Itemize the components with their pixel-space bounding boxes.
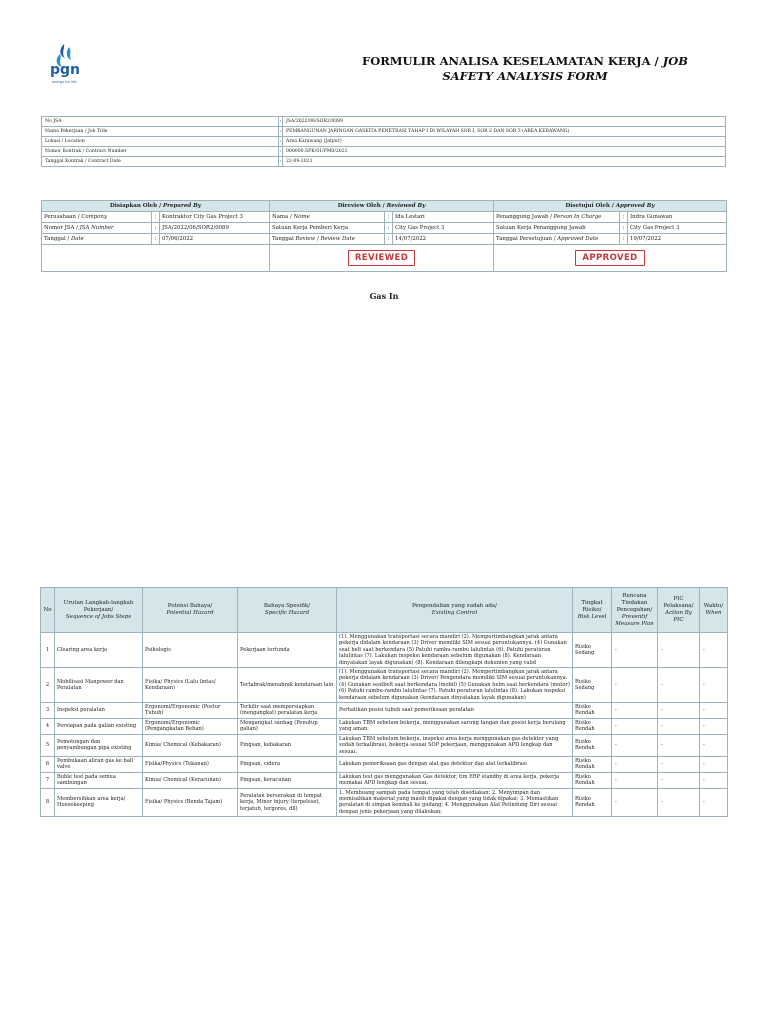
col-hazard: Potensi Bahaya/ Potential Hazard <box>143 588 238 633</box>
preventive-plan: - <box>612 703 658 719</box>
job-step: Persiapan pada galian existing <box>55 718 143 734</box>
specific-hazard: Pingsan, keracunan <box>238 772 337 788</box>
approval-row <box>42 212 727 223</box>
logo-text: pgn <box>50 62 81 78</box>
action-pic: - <box>658 668 700 703</box>
action-when: - <box>700 788 728 817</box>
specific-hazard: Mengangkat sanbag (Penutup galian) <box>238 718 337 734</box>
jsa-row <box>41 734 728 756</box>
existing-control: (1). Menggunakan transportasi secara mandiri (2). Mempertimbangkan jarak antara pekerja didalam kendaraan (3) Driver memiliki SIM sesuai peruntukannya. (4) Gunakan seat belt saat berkendara (5) Patuhi rambu-rambu lalulintas (6). Patuhi peraturan lalulintas (7). Lakukan inspeksi kendaraan sebelum digunakan (8). Kendaraan dinyatakan layak digunakan) (8). Kendaraan dilengkapi dokumen yang valid <box>337 633 573 668</box>
approved-separator: : <box>620 223 628 234</box>
action-pic: - <box>658 734 700 756</box>
specific-hazard: Pekerjaan tertunda <box>238 633 337 668</box>
form-title <box>300 54 750 84</box>
risk-level: Risiko Rendah <box>573 734 612 756</box>
row-number: 3 <box>41 703 55 719</box>
row-number: 6 <box>41 756 55 772</box>
approved-by-header: Disetujui Oleh / Approved By <box>494 201 727 212</box>
action-when: - <box>700 756 728 772</box>
approval-row <box>42 234 727 245</box>
reviewed-label: Satuan Kerja Pemberi Kerja <box>270 223 385 234</box>
col-plan: Rencana Tindakan Pencegahan/ Preventif Measure Plan <box>612 588 658 633</box>
action-when: - <box>700 703 728 719</box>
action-pic: - <box>658 703 700 719</box>
risk-level: Risiko Sedang <box>573 668 612 703</box>
approved-separator: : <box>620 212 628 223</box>
info-row <box>42 127 726 137</box>
jsa-row <box>41 668 728 703</box>
info-separator: : <box>279 117 283 127</box>
logo-tagline: energy for life <box>52 80 77 84</box>
approved-value: Indra Gunawan <box>628 212 727 223</box>
row-number: 1 <box>41 633 55 668</box>
action-when: - <box>700 718 728 734</box>
risk-level: Risiko Rendah <box>573 772 612 788</box>
approval-row <box>42 223 727 234</box>
row-number: 4 <box>41 718 55 734</box>
prepared-signature-cell <box>42 245 270 272</box>
reviewed-separator: : <box>385 212 393 223</box>
action-pic: - <box>658 772 700 788</box>
action-when: - <box>700 633 728 668</box>
preventive-plan: - <box>612 756 658 772</box>
reviewed-label: Nama / Nome <box>270 212 385 223</box>
info-label: Tanggal Kontrak / Contract Date <box>42 157 279 167</box>
preventive-plan: - <box>612 788 658 817</box>
info-label: Nomor Kontrak / Contract Number <box>42 147 279 157</box>
action-when: - <box>700 772 728 788</box>
info-label: Lokasi / Location <box>42 137 279 147</box>
risk-level: Risiko Rendah <box>573 788 612 817</box>
job-step: Pembukaan aliran gas ke ball valve <box>55 756 143 772</box>
reviewed-signature-cell <box>270 245 494 272</box>
approved-label: Satuan Kerja Penanggung Jawab <box>494 223 620 234</box>
existing-control: (1). Menggunakan transportasi secara mandiri (2). Mempertimbangkan jarak antara pekerja didalam kendaraan (3) Driver/ Pengendara memiliki SIM sesuai peruntukannya. (4) Gunakan seatbelt saat berkendara (mobil) (5) Gunakan helm saat berkendara (motor) (6) Patuhi rambu-rambu lalulintas (7). Patuhi peraturan lalulintas (8). Lakukan inspeksi kendaraan sebelum digunakan (kendaraan dinyatakan layak digunakan) <box>337 668 573 703</box>
jsa-table <box>40 587 728 817</box>
section-title: Gas In <box>369 291 399 301</box>
risk-level: Risiko Rendah <box>573 703 612 719</box>
row-number: 8 <box>41 788 55 817</box>
specific-hazard: Pingsan, kebakaran <box>238 734 337 756</box>
prepared-label: Tanggal / Date <box>42 234 152 245</box>
existing-control: 1. Membuang sampah pada tempat yang telah disediakan; 2. Menyimpan dan memisahkan material yang masih dipakai dengan yang tidak dipakai; 3. Memastikan peralatan di simpan kembali ke gudang; 4. Menggunakan Alat Pelindung Diri sesuai dengan jenis pekerjaan yang dilakukan; <box>337 788 573 817</box>
title-line1: FORMULIR ANALISA KESELAMATAN KERJA / <box>362 54 663 68</box>
title-line2: SAFETY ANALYSIS FORM <box>442 69 608 83</box>
reviewed-by-header: Direview Oleh / Reviewed By <box>270 201 494 212</box>
action-pic: - <box>658 788 700 817</box>
specific-hazard: Peralatan berserakan di tempat kerja, Minor injury (terpeleset, terjatuh, tergores, dll) <box>238 788 337 817</box>
preventive-plan: - <box>612 633 658 668</box>
specific-hazard: Pingsan, cidera <box>238 756 337 772</box>
prepared-value: JSA/2022/06/SOR2/0089 <box>160 223 270 234</box>
job-step: Buble test pada semua sambungan <box>55 772 143 788</box>
prepared-separator: : <box>152 234 160 245</box>
potential-hazard: Fisika/ Physics (Lalu lintas/ Kendaraan) <box>143 668 238 703</box>
info-label: No JSA <box>42 117 279 127</box>
info-value: Area Karawang (Jatpur) <box>283 137 726 147</box>
reviewed-value: Ida Lestari <box>393 212 494 223</box>
reviewed-stamp: REVIEWED <box>348 250 415 266</box>
approved-stamp: APPROVED <box>575 250 644 266</box>
potential-hazard: Fisika/ Physics (Benda Tajam) <box>143 788 238 817</box>
job-step: Inspeksi peralatan <box>55 703 143 719</box>
existing-control: Lakukan TBM sebelum bekerja, inspeksi area kerja menggunakan gas detektor yang sudah terkalibrasi, bekerja sesuai SOP pekerjaan, menggunakan APD lengkap dan sesuai. <box>337 734 573 756</box>
reviewed-value: 14/07/2022 <box>393 234 494 245</box>
col-no: No <box>41 588 55 633</box>
approved-value: 19/07/2022 <box>628 234 727 245</box>
potential-hazard: Ergonomi/Ergonomic (Postur Tubuh) <box>143 703 238 719</box>
pgn-logo <box>40 40 100 90</box>
approved-value: City Gas Project 3 <box>628 223 727 234</box>
existing-control: Lakukan test gas menggunakan Gas detektor, tim ERP standby di area kerja, pekerja memakai APD lengkap dan sesuai. <box>337 772 573 788</box>
prepared-label: Perusahaan / Company <box>42 212 152 223</box>
reviewed-separator: : <box>385 223 393 234</box>
approved-label: Penanggung Jawab / Person In Charge <box>494 212 620 223</box>
preventive-plan: - <box>612 668 658 703</box>
action-pic: - <box>658 633 700 668</box>
approved-label: Tanggal Persetujuan / Approved Date <box>494 234 620 245</box>
approved-signature-cell <box>494 245 727 272</box>
risk-level: Risiko Rendah <box>573 718 612 734</box>
info-row <box>42 157 726 167</box>
existing-control: Lakukan TBM sebelum bekerja, menggunakan sarung tangan dan posisi kerja berulang yang aman. <box>337 718 573 734</box>
job-step: Pemotongan dan penyambungan pipa existing <box>55 734 143 756</box>
info-separator: : <box>279 127 283 137</box>
row-number: 5 <box>41 734 55 756</box>
col-control: Pengendalian yang sudah ada/ Existing Control <box>337 588 573 633</box>
job-step: Clearing area kerja <box>55 633 143 668</box>
info-row <box>42 137 726 147</box>
preventive-plan: - <box>612 734 658 756</box>
row-number: 7 <box>41 772 55 788</box>
row-number: 2 <box>41 668 55 703</box>
jsa-row <box>41 703 728 719</box>
info-row <box>42 147 726 157</box>
preventive-plan: - <box>612 718 658 734</box>
existing-control: Lakukan pemeriksaan gas dengan alat gas detektor dan alat terkalibrasi <box>337 756 573 772</box>
col-specific: Bahaya Spesifik/ Specific Hazard <box>238 588 337 633</box>
potential-hazard: Kimia/ Chemical (Kebakaran) <box>143 734 238 756</box>
reviewed-separator: : <box>385 234 393 245</box>
prepared-value: Kontraktor City Gas Project 3 <box>160 212 270 223</box>
specific-hazard: Tertabrak/menabrak kendaraan lain <box>238 668 337 703</box>
info-separator: : <box>279 157 283 167</box>
col-pic: PIC Pelaksana/ Action By PIC <box>658 588 700 633</box>
existing-control: Perhatikan posisi tubuh saat pemeriksaan peralatan <box>337 703 573 719</box>
jsa-row <box>41 772 728 788</box>
info-value: PEMBANGUNAN JARINGAN GASKITA PENETRASI TAHAP I DI WILAYAH SOR I, SOR 2 DAN SOR 3 (AREA KEBAWANG) <box>283 127 726 137</box>
prepared-label: Nomor JSA / JSA Number <box>42 223 152 234</box>
jsa-row <box>41 633 728 668</box>
info-value: 000000.SPK/01/PM0/2021 <box>283 147 726 157</box>
potential-hazard: Psikologis <box>143 633 238 668</box>
title-line1-italic: JOB <box>662 54 688 68</box>
info-separator: : <box>279 147 283 157</box>
prepared-separator: : <box>152 223 160 234</box>
reviewed-value: City Gas Project 3 <box>393 223 494 234</box>
info-value: 22-09-2021 <box>283 157 726 167</box>
col-risk: Tingkat Risiko/ Risk Level <box>573 588 612 633</box>
col-when: Waktu/ When <box>700 588 728 633</box>
specific-hazard: Terkilir saat mempersiapkan (mengangkat) peralatan kerja <box>238 703 337 719</box>
job-step: Mobilisasi Manpower dan Peralatan <box>55 668 143 703</box>
info-label: Nama Pekerjaan / Job Title <box>42 127 279 137</box>
info-separator: : <box>279 137 283 147</box>
preventive-plan: - <box>612 772 658 788</box>
risk-level: Risiko Rendah <box>573 756 612 772</box>
jsa-row <box>41 756 728 772</box>
action-when: - <box>700 668 728 703</box>
info-row <box>42 117 726 127</box>
job-step: Membersihkan area kerja/ Housekeeping <box>55 788 143 817</box>
potential-hazard: Kimia/ Chemical (Keracunan) <box>143 772 238 788</box>
prepared-value: 07/06/2022 <box>160 234 270 245</box>
action-pic: - <box>658 756 700 772</box>
action-when: - <box>700 734 728 756</box>
prepared-separator: : <box>152 212 160 223</box>
prepared-by-header: Disiapkan Oleh / Prepared By <box>42 201 270 212</box>
risk-level: Risiko Sedang <box>573 633 612 668</box>
jsa-row <box>41 788 728 817</box>
info-value: JSA/2022/06/SOR2/0089 <box>283 117 726 127</box>
col-steps: Urutan Langkah-langkah Pekerjaan/ Sequence of Jobs Steps <box>55 588 143 633</box>
approval-table <box>41 200 727 272</box>
action-pic: - <box>658 718 700 734</box>
potential-hazard: Fisika/Physics (Tekanan) <box>143 756 238 772</box>
potential-hazard: Ergonomi/Ergonomic (Pengangkatan Beban) <box>143 718 238 734</box>
info-table <box>41 116 726 167</box>
approved-separator: : <box>620 234 628 245</box>
reviewed-label: Tanggal Review / Review Date <box>270 234 385 245</box>
jsa-row <box>41 718 728 734</box>
